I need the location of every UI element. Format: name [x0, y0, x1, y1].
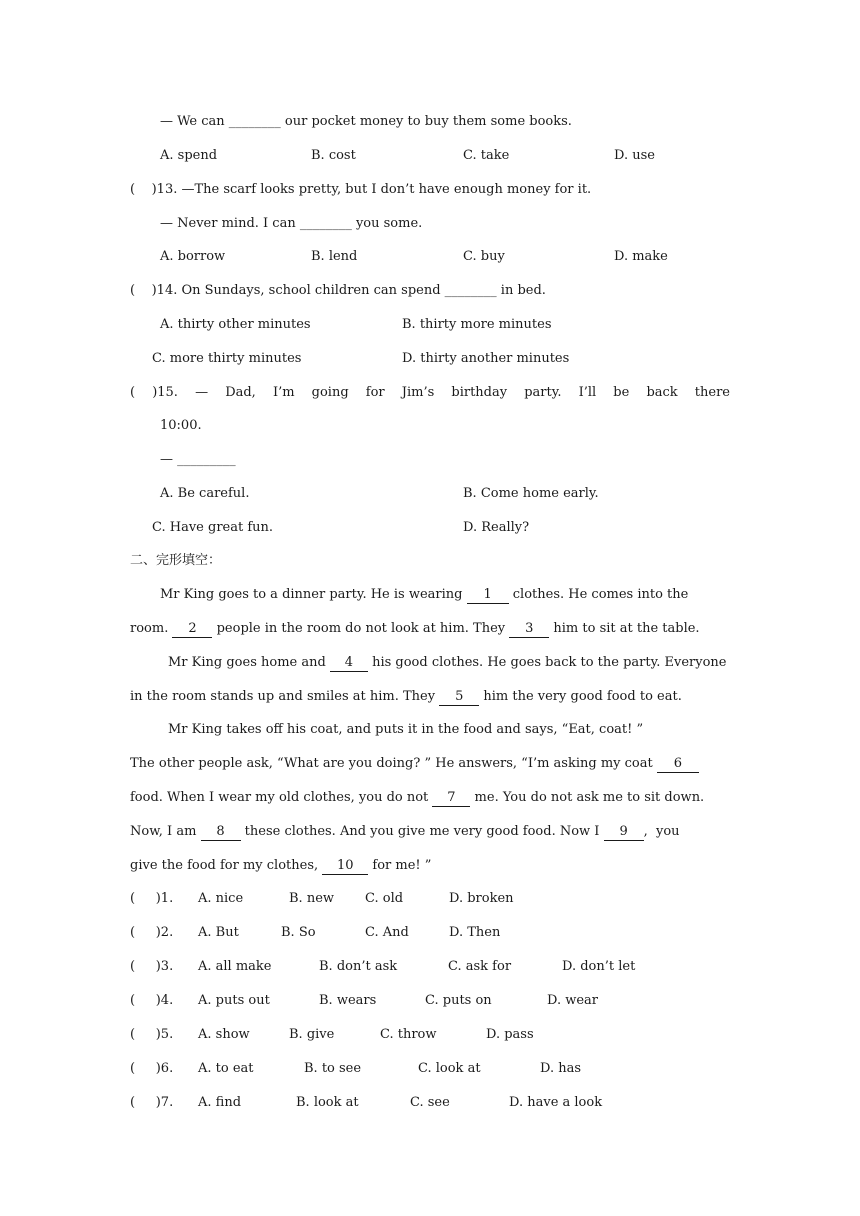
passage-line: Mr King goes home and 4 his good clothes. He goes back to the party. Everyone: [168, 655, 727, 670]
answer-option: A. nice: [198, 891, 244, 906]
q14-option-d: D. thirty another minutes: [402, 351, 570, 366]
answer-option: C. see: [410, 1095, 450, 1110]
cloze-blank-8: 8: [201, 824, 241, 841]
answer-option: A. all make: [198, 959, 272, 974]
q13-reply: — Never mind. I can ________ you some.: [160, 216, 423, 231]
section-heading: 二、完形填空：: [130, 553, 222, 568]
answer-option: C. throw: [380, 1027, 437, 1042]
q14-option-a: A. thirty other minutes: [160, 317, 311, 332]
answer-option: B. look at: [296, 1095, 359, 1110]
q14-option-c: C. more thirty minutes: [152, 351, 302, 366]
passage-line: room. 2 people in the room do not look at him. They 3 him to sit at the table.: [130, 621, 700, 636]
cloze-blank-1: 1: [467, 587, 509, 604]
answer-option: B. wears: [319, 993, 377, 1008]
answer-number: ( )3.: [130, 959, 174, 974]
answer-number: ( )4.: [130, 993, 174, 1008]
q15-option-c: C. Have great fun.: [152, 520, 274, 535]
cloze-blank-5: 5: [439, 689, 479, 706]
cloze-blank-6: 6: [657, 756, 699, 773]
q15-stem-continued: 10:00.: [160, 418, 202, 433]
passage-line: give the food for my clothes, 10 for me! ”: [130, 858, 432, 873]
answer-option: B. So: [281, 925, 316, 940]
answer-option: D. pass: [486, 1027, 534, 1042]
cloze-blank-3: 3: [509, 621, 549, 638]
answer-option: D. wear: [547, 993, 599, 1008]
answer-number: ( )2.: [130, 925, 174, 940]
answer-option: D. broken: [449, 891, 514, 906]
q13-option-d: D. make: [614, 249, 668, 264]
answer-option: B. give: [289, 1027, 335, 1042]
answer-option: B. to see: [304, 1061, 362, 1076]
q15-option-b: B. Come home early.: [463, 486, 599, 501]
cloze-blank-2: 2: [172, 621, 212, 638]
answer-option: C. old: [365, 891, 404, 906]
answer-option: D. has: [540, 1061, 582, 1076]
answer-option: D. Then: [449, 925, 501, 940]
q12-option-b: B. cost: [311, 148, 356, 163]
passage-line: Mr King takes off his coat, and puts it in the food and says, “Eat, coat! ”: [168, 722, 644, 737]
q13-option-a: A. borrow: [160, 249, 226, 264]
answer-option: A. to eat: [198, 1061, 254, 1076]
answer-option: D. don’t let: [562, 959, 636, 974]
answer-number: ( )1.: [130, 891, 174, 906]
q12-option-a: A. spend: [160, 148, 218, 163]
q12-option-c: C. take: [463, 148, 510, 163]
q15-option-d: D. Really?: [463, 520, 530, 535]
passage-line: The other people ask, “What are you doing? ” He answers, “I’m asking my coat 6: [130, 755, 699, 773]
cloze-blank-9: 9: [604, 824, 644, 841]
passage-line: food. When I wear my old clothes, you do not 7 me. You do not ask me to sit down.: [130, 790, 705, 805]
answer-option: C. ask for: [448, 959, 512, 974]
answer-option: A. puts out: [198, 993, 270, 1008]
answer-option: C. look at: [418, 1061, 481, 1076]
answer-option: D. have a look: [509, 1095, 603, 1110]
passage-line: Now, I am 8 these clothes. And you give me very good food. Now I 9 , you: [130, 824, 680, 839]
cloze-blank-7: 7: [432, 790, 470, 807]
q15-reply: — _________: [160, 452, 236, 467]
cloze-blank-4: 4: [330, 655, 368, 672]
q15-option-a: A. Be careful.: [160, 486, 250, 501]
q12-reply: — We can ________ our pocket money to buy them some books.: [160, 114, 572, 129]
answer-option: C. And: [365, 925, 409, 940]
answer-option: A. show: [198, 1027, 250, 1042]
answer-number: ( )5.: [130, 1027, 174, 1042]
answer-number: ( )7.: [130, 1095, 174, 1110]
q13-option-c: C. buy: [463, 249, 505, 264]
passage-line: in the room stands up and smiles at him. They 5 him the very good food to eat.: [130, 689, 682, 704]
q14-option-b: B. thirty more minutes: [402, 317, 552, 332]
answer-option: A. find: [198, 1095, 242, 1110]
q13-option-b: B. lend: [311, 249, 358, 264]
answer-option: B. don’t ask: [319, 959, 398, 974]
q15-stem: ( )15. — Dad, I’m going for Jim’s birthday party. I’ll be back there: [130, 385, 730, 400]
q12-option-d: D. use: [614, 148, 655, 163]
q13-stem: ( )13. —The scarf looks pretty, but I don’t have enough money for it.: [130, 182, 592, 197]
passage-line: Mr King goes to a dinner party. He is wearing 1 clothes. He comes into the: [160, 587, 689, 602]
answer-option: A. But: [198, 925, 239, 940]
cloze-blank-10: 10: [322, 858, 368, 875]
q14-stem: ( )14. On Sundays, school children can spend ________ in bed.: [130, 283, 546, 298]
answer-option: B. new: [289, 891, 335, 906]
answer-number: ( )6.: [130, 1061, 174, 1076]
answer-option: C. puts on: [425, 993, 492, 1008]
